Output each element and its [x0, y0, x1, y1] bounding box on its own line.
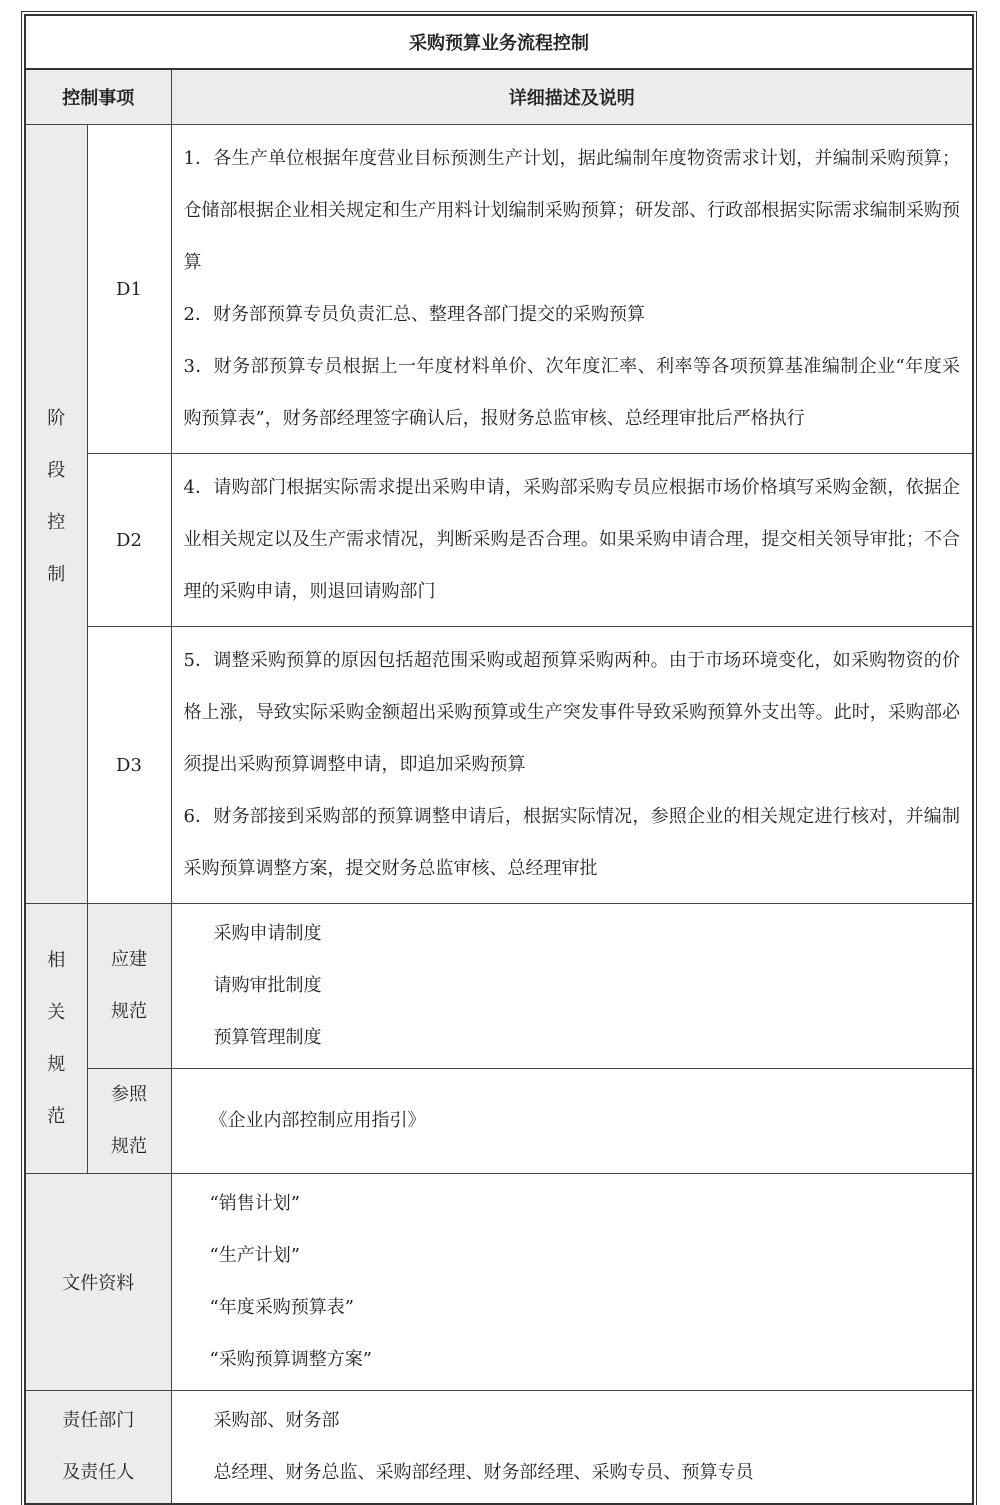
stage-label-char: 控	[47, 512, 66, 533]
stage-description-d3	[171, 627, 973, 904]
related-label-char: 规	[47, 1053, 66, 1075]
reference-label-line: 规范	[111, 1136, 147, 1157]
stage-code-d3: D3	[87, 627, 171, 904]
related-label-char: 相	[47, 949, 66, 971]
list-item: 总经理、财务总监、采购部经理、财务部经理、采购专员、预算专员	[213, 1462, 754, 1483]
stage-code-d1: D1	[87, 125, 171, 454]
reference-label	[87, 1069, 171, 1174]
reference-label-line: 参照	[111, 1084, 147, 1105]
list-item: “销售计划”	[209, 1193, 300, 1214]
list-item: 采购部、财务部	[213, 1410, 340, 1431]
description-item: 6．财务部接到采购部的预算调整申请后，根据实际情况，参照企业的相关规定进行核对，并编制采购预算调整方案，提交财务总监审核、总经理审批	[183, 806, 961, 879]
should-build-label-line: 规范	[111, 1001, 147, 1022]
responsibility-label-line: 及责任人	[62, 1462, 135, 1483]
responsibility-row	[25, 1391, 973, 1505]
list-item: 采购申请制度	[213, 923, 322, 944]
related-norms-label	[25, 904, 87, 1174]
list-item: 请购审批制度	[213, 975, 322, 996]
description-item: 3．财务部预算专员根据上一年度材料单价、次年度汇率、利率等各项预算基准编制企业“年度采购预算表”，财务部经理签字确认后，报财务总监审核、总经理审批后严格执行	[183, 356, 961, 429]
description-item: 5．调整采购预算的原因包括超范围采购或超预算采购两种。由于市场环境变化，如采购物资的价格上涨，导致实际采购金额超出采购预算或生产突发事件导致采购预算外支出等。此时，采购部必须提出采购预算调整申请，即追加采购预算	[183, 650, 961, 775]
header-description: 详细描述及说明	[171, 69, 973, 125]
should-build-list	[171, 904, 973, 1069]
list-item: “生产计划”	[209, 1245, 300, 1266]
header-row	[25, 69, 973, 125]
header-control-item: 控制事项	[25, 69, 171, 125]
description-item: 2．财务部预算专员负责汇总、整理各部门提交的采购预算	[183, 304, 645, 325]
stage-label-char: 阶	[47, 408, 66, 429]
description-item: 4．请购部门根据实际需求提出采购申请，采购部采购专员应根据市场价格填写采购金额，依据企业相关规定以及生产需求情况，判断采购是否合理。如果采购申请合理，提交相关领导审批；不合理的采购申请，则退回请购部门	[183, 477, 961, 602]
stage-row-d3	[25, 627, 973, 904]
title-row	[25, 15, 973, 69]
stage-label-char: 制	[47, 564, 66, 585]
related-label-char: 范	[47, 1105, 66, 1127]
related-reference-row	[25, 1069, 973, 1174]
list-item: “采购预算调整方案”	[209, 1349, 372, 1370]
list-item: 《企业内部控制应用指引》	[209, 1110, 426, 1131]
process-control-table	[24, 14, 974, 1505]
list-item: “年度采购预算表”	[209, 1297, 354, 1318]
related-should-build-row	[25, 904, 973, 1069]
stage-label-char: 段	[47, 460, 66, 481]
table-title: 采购预算业务流程控制	[25, 15, 973, 69]
responsibility-label	[25, 1391, 171, 1505]
documents-label: 文件资料	[25, 1174, 171, 1391]
description-item: 1．各生产单位根据年度营业目标预测生产计划，据此编制年度物资需求计划，并编制采购预算；仓储部根据企业相关规定和生产用料计划编制采购预算；研发部、行政部根据实际需求编制采购预算	[183, 148, 961, 273]
stage-control-label	[25, 125, 87, 904]
should-build-label	[87, 904, 171, 1069]
stage-description-d1	[171, 125, 973, 454]
responsibility-label-line: 责任部门	[62, 1410, 135, 1431]
stage-row-d2	[25, 454, 973, 627]
documents-list	[171, 1174, 973, 1391]
related-label-char: 关	[47, 1001, 66, 1023]
list-item: 预算管理制度	[213, 1027, 322, 1048]
documents-row	[25, 1174, 973, 1391]
stage-row-d1	[25, 125, 973, 454]
process-control-table-frame	[24, 14, 974, 1505]
stage-code-d2: D2	[87, 454, 171, 627]
stage-description-d2	[171, 454, 973, 627]
should-build-label-line: 应建	[111, 949, 147, 970]
reference-list	[171, 1069, 973, 1174]
responsibility-list	[171, 1391, 973, 1505]
